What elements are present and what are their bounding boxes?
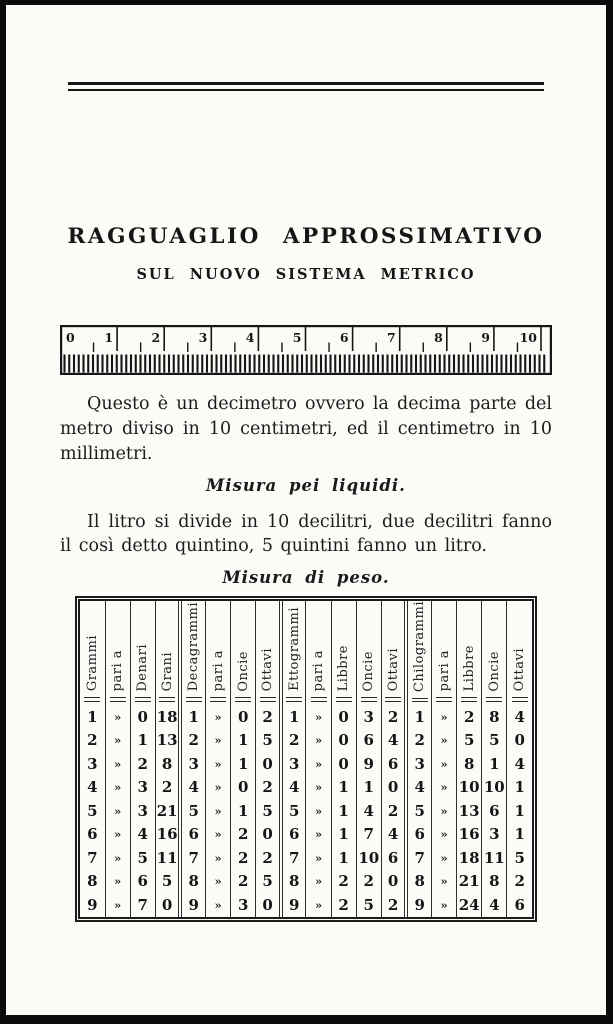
equivalence-cell: »	[105, 705, 130, 729]
value-cell: 5	[256, 870, 281, 894]
ruler-number: 9	[481, 330, 490, 345]
ruler-number: 1	[104, 330, 114, 345]
value-cell: 24	[457, 893, 482, 917]
value-cell: 9	[87, 895, 98, 914]
ruler-number: 6	[339, 330, 349, 345]
liquids-heading: Misura pei liquidi.	[206, 475, 406, 495]
ruler-number: 2	[151, 330, 161, 345]
column-header-label: Oncie	[235, 650, 251, 692]
equivalence-cell: »	[432, 846, 457, 870]
column-header-wrap	[106, 601, 130, 705]
equivalence-cell: »	[206, 893, 231, 917]
column-header-rule	[210, 697, 226, 702]
column-header-label: pari a	[110, 649, 126, 692]
value-cell: 4	[507, 705, 532, 729]
equivalence-cell: »	[105, 870, 130, 894]
value-cell: 4	[381, 823, 406, 847]
value-cell: 4	[180, 776, 205, 800]
value-cell: 4	[281, 776, 306, 800]
value-cell: 2	[231, 823, 256, 847]
value-cell: 7	[180, 846, 205, 870]
value-cell: 1	[507, 776, 532, 800]
value-cell: 7	[281, 846, 306, 870]
value-cell: 5	[406, 799, 431, 823]
value-cell: 7	[406, 846, 431, 870]
column-header-rule	[110, 697, 126, 702]
value-cell: 8	[87, 872, 98, 891]
value-cell: 1	[482, 752, 507, 776]
column-header	[80, 601, 105, 705]
ruler-number: 3	[198, 330, 208, 345]
column-header-wrap	[80, 601, 105, 705]
table-row	[80, 776, 532, 800]
column-header-label: Oncie	[486, 650, 502, 692]
column-header-rule	[412, 698, 428, 702]
value-cell: 18	[155, 705, 180, 729]
weight-table-header	[80, 601, 532, 705]
equivalence-cell: »	[206, 705, 231, 729]
equivalence-cell: »	[306, 799, 331, 823]
equivalence-cell: »	[432, 823, 457, 847]
page-title: RAGGUAGLIO APPROSSIMATIVO	[67, 224, 545, 249]
value-cell: 0	[381, 870, 406, 894]
column-header	[306, 601, 331, 705]
value-cell: 3	[482, 823, 507, 847]
value-cell: 5	[256, 729, 281, 753]
table-row	[80, 893, 532, 917]
value-cell: 5	[482, 729, 507, 753]
equivalence-cell: »	[432, 870, 457, 894]
liquids-paragraph: Il litro si divide in 10 decilitri, due decilitri fanno il così detto quintino, 5 quintini fanno un litro.	[60, 511, 552, 557]
ruler-number: 0	[66, 330, 75, 345]
value-cell: 6	[406, 823, 431, 847]
column-header	[457, 601, 482, 705]
value-cell: 8	[155, 752, 180, 776]
column-header-label: Grani	[159, 651, 175, 692]
column-header-label: Decagrammi	[186, 601, 202, 692]
value-cell: 1	[331, 823, 356, 847]
value-cell: 1	[331, 776, 356, 800]
equivalence-cell: »	[105, 846, 130, 870]
value-cell: 4	[381, 729, 406, 753]
value-cell: 2	[231, 870, 256, 894]
column-header-wrap	[256, 601, 279, 705]
column-header-label: Ottavi	[512, 647, 528, 692]
value-cell: 2	[507, 870, 532, 894]
column-header-label: Ottavi	[260, 647, 276, 692]
value-cell: 3	[130, 799, 155, 823]
equivalence-cell: »	[105, 752, 130, 776]
ruler-number: 4	[245, 330, 255, 345]
scanned-page	[6, 5, 606, 1015]
value-cell: 3	[180, 752, 205, 776]
value-cell: 3	[231, 893, 256, 917]
value-cell: 10	[457, 776, 482, 800]
column-header-label: pari a	[436, 649, 452, 692]
value-cell: 8	[406, 870, 431, 894]
value-cell: 2	[331, 893, 356, 917]
value-cell: 0	[256, 752, 281, 776]
table-row	[80, 846, 532, 870]
column-header-label: pari a	[311, 649, 327, 692]
column-header-label: Grammi	[84, 635, 100, 692]
equivalence-cell: »	[432, 799, 457, 823]
column-header-rule	[336, 697, 352, 702]
value-cell: 3	[87, 754, 98, 773]
equivalence-cell: »	[306, 823, 331, 847]
value-cell: 1	[87, 707, 98, 726]
header-double-rule	[68, 82, 544, 91]
column-header-wrap	[457, 601, 481, 705]
column-header	[406, 601, 431, 705]
decimeter-ruler	[60, 325, 552, 375]
value-cell: 2	[155, 776, 180, 800]
column-header-rule	[286, 697, 302, 702]
value-cell: 7	[130, 893, 155, 917]
value-cell: 4	[482, 893, 507, 917]
value-cell: 8	[482, 870, 507, 894]
value-cell: 0	[331, 729, 356, 753]
column-header-wrap	[206, 601, 230, 705]
value-cell: 1	[231, 729, 256, 753]
value-cell: 2	[381, 799, 406, 823]
column-header-wrap	[131, 601, 155, 705]
value-cell: 1	[231, 799, 256, 823]
column-header-rule	[260, 697, 276, 702]
value-cell: 0	[231, 776, 256, 800]
value-cell: 6	[180, 823, 205, 847]
value-cell: 6	[356, 729, 381, 753]
value-cell: 16	[457, 823, 482, 847]
value-cell: 5	[256, 799, 281, 823]
column-header-rule	[159, 697, 175, 702]
value-cell: 2	[331, 870, 356, 894]
value-cell: 6	[281, 823, 306, 847]
value-cell: 2	[256, 846, 281, 870]
equivalence-cell: »	[206, 729, 231, 753]
value-cell: 13	[155, 729, 180, 753]
value-cell: 8	[482, 705, 507, 729]
equivalence-cell: »	[432, 729, 457, 753]
value-cell: 1	[406, 705, 431, 729]
value-cell: 6	[381, 846, 406, 870]
header-row	[80, 601, 532, 705]
value-cell: 0	[231, 705, 256, 729]
column-header-rule	[186, 697, 202, 702]
equivalence-cell: »	[432, 776, 457, 800]
value-cell: 8	[180, 870, 205, 894]
value-cell: 21	[457, 870, 482, 894]
column-header-wrap	[432, 601, 456, 705]
column-header-rule	[311, 697, 327, 702]
value-cell: 1	[231, 752, 256, 776]
column-header	[206, 601, 231, 705]
value-cell: 0	[256, 823, 281, 847]
value-cell: 0	[507, 729, 532, 753]
value-cell: 1	[356, 776, 381, 800]
equivalence-cell: »	[306, 893, 331, 917]
value-cell: 2	[406, 729, 431, 753]
column-header	[432, 601, 457, 705]
table-row	[80, 729, 532, 753]
equivalence-cell: »	[306, 729, 331, 753]
table-row	[80, 870, 532, 894]
value-cell: 0	[256, 893, 281, 917]
value-cell: 1	[281, 705, 306, 729]
column-header-label: Ottavi	[385, 647, 401, 692]
ruler-number: 8	[434, 330, 443, 345]
value-cell: 0	[331, 752, 356, 776]
value-cell: 5	[281, 799, 306, 823]
equivalence-cell: »	[105, 799, 130, 823]
value-cell: 2	[87, 731, 98, 750]
value-cell: 2	[381, 893, 406, 917]
column-header-rule	[84, 697, 100, 702]
value-cell: 0	[130, 705, 155, 729]
equivalence-cell: »	[105, 776, 130, 800]
value-cell: 4	[130, 823, 155, 847]
column-header-label: Oncie	[361, 650, 377, 692]
column-header	[231, 601, 256, 705]
column-header	[482, 601, 507, 705]
column-header-rule	[135, 697, 151, 702]
value-cell: 4	[507, 752, 532, 776]
equivalence-cell: »	[105, 729, 130, 753]
column-header	[256, 601, 281, 705]
value-cell: 5	[87, 801, 98, 820]
column-header-wrap	[507, 601, 532, 705]
column-header	[130, 601, 155, 705]
value-cell: 2	[180, 729, 205, 753]
weight-table	[80, 601, 532, 917]
value-cell: 5	[180, 799, 205, 823]
column-header	[155, 601, 180, 705]
value-cell: 1	[180, 705, 205, 729]
value-cell: 9	[406, 893, 431, 917]
equivalence-cell: »	[105, 893, 130, 917]
column-header-rule	[361, 697, 377, 702]
intro-paragraph: Questo è un decimetro ovvero la decima parte del metro diviso in 10 centimetri, ed il centimetro in 10 millimetri.	[60, 394, 552, 464]
value-cell: 10	[482, 776, 507, 800]
column-header	[105, 601, 130, 705]
equivalence-cell: »	[306, 705, 331, 729]
value-cell: 2	[356, 870, 381, 894]
value-cell: 11	[482, 846, 507, 870]
value-cell: 1	[130, 729, 155, 753]
value-cell: 5	[130, 846, 155, 870]
equivalence-cell: »	[432, 752, 457, 776]
page-subtitle: SUL NUOVO SISTEMA METRICO	[136, 266, 476, 283]
column-header-rule	[235, 697, 251, 702]
table-row	[80, 823, 532, 847]
value-cell: 0	[155, 893, 180, 917]
value-cell: 6	[130, 870, 155, 894]
value-cell: 4	[356, 799, 381, 823]
value-cell: 1	[507, 823, 532, 847]
equivalence-cell: »	[432, 705, 457, 729]
column-header	[381, 601, 406, 705]
column-header-rule	[461, 697, 477, 702]
value-cell: 9	[356, 752, 381, 776]
column-header	[356, 601, 381, 705]
column-header-wrap	[231, 601, 255, 705]
value-cell: 2	[381, 705, 406, 729]
value-cell: 1	[507, 799, 532, 823]
value-cell: 2	[281, 729, 306, 753]
column-header	[331, 601, 356, 705]
ruler-number: 7	[386, 330, 396, 345]
value-cell: 5	[457, 729, 482, 753]
value-cell: 0	[381, 776, 406, 800]
value-cell: 1	[331, 799, 356, 823]
table-row	[80, 705, 532, 729]
column-header-label: Ettogrammi	[286, 607, 302, 692]
column-header-rule	[486, 697, 502, 702]
equivalence-cell: »	[306, 870, 331, 894]
column-header-label: pari a	[210, 649, 226, 692]
table-row	[80, 752, 532, 776]
ruler-graphic	[60, 325, 552, 375]
equivalence-cell: »	[432, 893, 457, 917]
value-cell: 3	[130, 776, 155, 800]
column-header-wrap	[283, 601, 306, 705]
value-cell: 2	[231, 846, 256, 870]
column-header-wrap	[408, 601, 431, 705]
column-header-wrap	[156, 601, 179, 705]
value-cell: 9	[281, 893, 306, 917]
column-header-wrap	[357, 601, 381, 705]
value-cell: 2	[256, 776, 281, 800]
value-cell: 2	[256, 705, 281, 729]
weight-table-frame	[75, 596, 537, 922]
column-header-wrap	[182, 601, 205, 705]
ruler-number: 5	[292, 330, 302, 345]
column-header-wrap	[382, 601, 405, 705]
value-cell: 18	[457, 846, 482, 870]
value-cell: 3	[356, 705, 381, 729]
value-cell: 11	[155, 846, 180, 870]
weight-table-body	[80, 705, 532, 917]
value-cell: 0	[331, 705, 356, 729]
column-header-label: Libbre	[336, 644, 352, 692]
value-cell: 10	[356, 846, 381, 870]
equivalence-cell: »	[306, 846, 331, 870]
column-header-label: Denari	[135, 643, 151, 692]
value-cell: 4	[87, 778, 98, 797]
equivalence-cell: »	[105, 823, 130, 847]
equivalence-cell: »	[206, 799, 231, 823]
value-cell: 1	[331, 846, 356, 870]
value-cell: 6	[482, 799, 507, 823]
value-cell: 3	[281, 752, 306, 776]
column-header	[180, 601, 205, 705]
value-cell: 6	[381, 752, 406, 776]
equivalence-cell: »	[206, 752, 231, 776]
column-header-rule	[385, 697, 401, 702]
column-header	[281, 601, 306, 705]
value-cell: 2	[130, 752, 155, 776]
value-cell: 5	[155, 870, 180, 894]
value-cell: 13	[457, 799, 482, 823]
ruler-number: 10	[519, 330, 537, 345]
equivalence-cell: »	[206, 870, 231, 894]
value-cell: 2	[457, 705, 482, 729]
value-cell: 5	[356, 893, 381, 917]
column-header-wrap	[332, 601, 356, 705]
equivalence-cell: »	[206, 823, 231, 847]
column-header-rule	[512, 697, 528, 702]
column-header-rule	[436, 697, 452, 702]
value-cell: 16	[155, 823, 180, 847]
value-cell: 5	[507, 846, 532, 870]
equivalence-cell: »	[306, 752, 331, 776]
column-header-label: Libbre	[461, 644, 477, 692]
equivalence-cell: »	[306, 776, 331, 800]
value-cell: 21	[155, 799, 180, 823]
value-cell: 7	[87, 848, 98, 867]
value-cell: 7	[356, 823, 381, 847]
table-row	[80, 799, 532, 823]
value-cell: 6	[87, 825, 98, 844]
value-cell: 8	[281, 870, 306, 894]
equivalence-cell: »	[206, 846, 231, 870]
column-header	[507, 601, 532, 705]
column-header-wrap	[306, 601, 330, 705]
value-cell: 4	[406, 776, 431, 800]
value-cell: 8	[457, 752, 482, 776]
value-cell: 3	[406, 752, 431, 776]
column-header-label: Chilogrammi	[412, 601, 428, 693]
equivalence-cell: »	[206, 776, 231, 800]
value-cell: 6	[507, 893, 532, 917]
column-header-wrap	[482, 601, 506, 705]
value-cell: 9	[180, 893, 205, 917]
weight-heading: Misura di peso.	[222, 568, 390, 588]
